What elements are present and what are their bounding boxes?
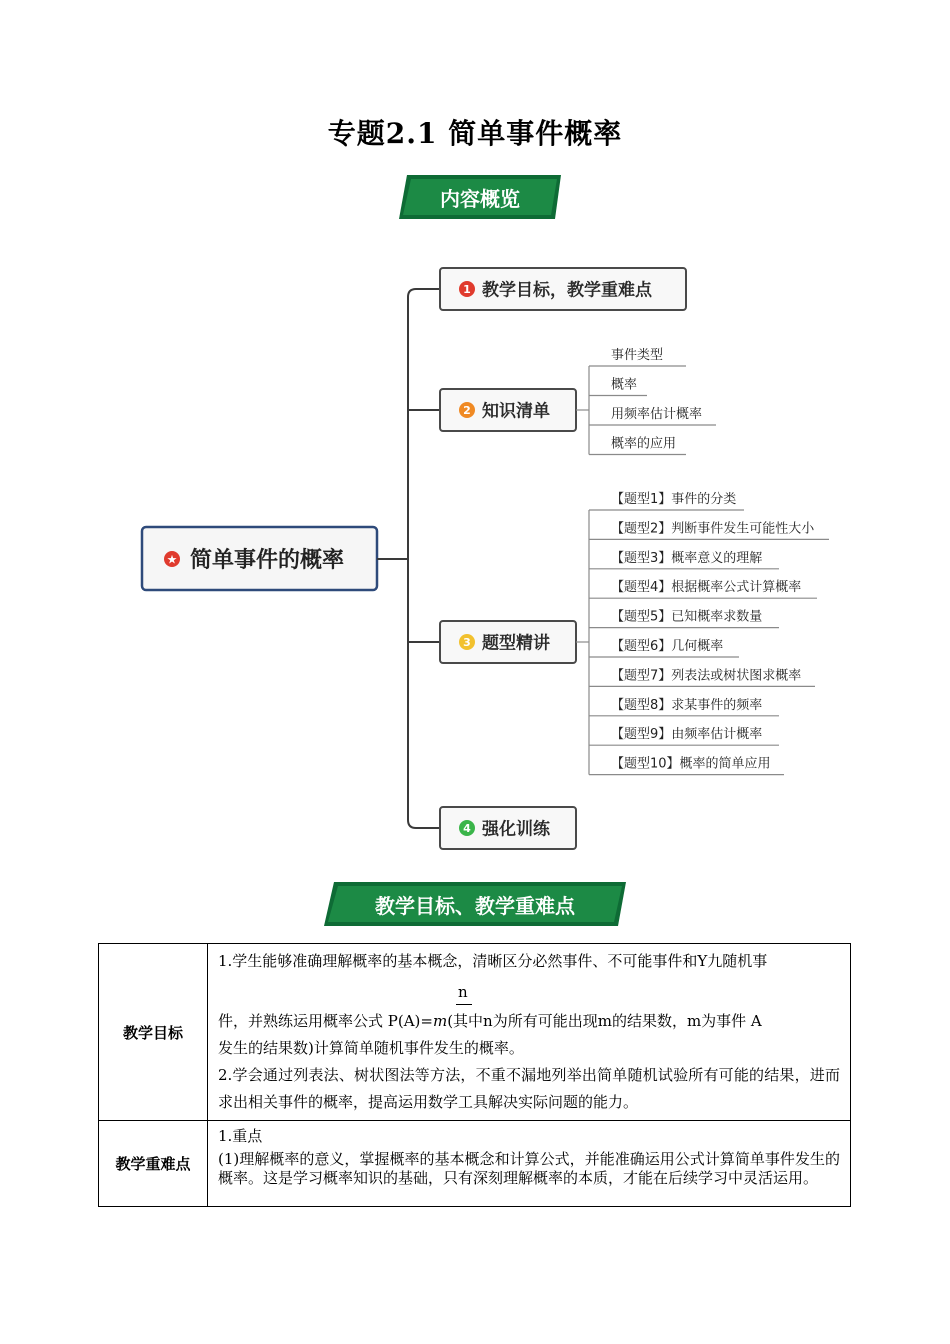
formula-denominator: m (432, 1012, 448, 1030)
child-label: 【题型3】概率意义的理解 (611, 550, 763, 566)
number-badge-digit: 2 (463, 404, 471, 417)
number-badge-digit: 3 (463, 636, 471, 649)
child-label: 【题型7】列表法或树状图求概率 (611, 668, 802, 684)
connector-trunk (408, 289, 440, 828)
child-label: 【题型2】判断事件发生可能性大小 (611, 521, 815, 537)
objectives-banner-label: 教学目标、教学重难点 (375, 893, 575, 918)
child-label: 事件类型 (611, 348, 664, 363)
key-point-heading: 1.重点 (218, 1127, 263, 1145)
objective-1-line-3: 发生的结果数)计算简单随机事件发生的概率。 (218, 1039, 524, 1057)
fraction-bar (456, 1004, 472, 1005)
objectives-table (98, 943, 851, 1207)
child-label: 【题型6】几何概率 (611, 639, 724, 654)
objective-1-line-1: 1.学生能够准确理解概率的基本概念，清晰区分必然事件、不可能事件和Y九随机事 (218, 952, 768, 970)
number-badge-digit: 1 (463, 283, 471, 296)
child-label: 用频率估计概率 (611, 407, 703, 422)
child-label: 【题型9】由频率估计概率 (611, 727, 763, 743)
key-points-content (208, 1121, 851, 1207)
branch-label: 强化训练 (482, 819, 550, 840)
formula-numerator-line (218, 975, 840, 1002)
overview-banner-label: 内容概览 (440, 186, 520, 211)
branch-label: 教学目标，教学重难点 (482, 280, 652, 301)
star-glyph: ★ (166, 552, 178, 567)
row-label-key-points: 教学重难点 (99, 1121, 208, 1207)
number-badge-digit: 4 (463, 822, 471, 835)
root-label: 简单事件的概率 (190, 548, 345, 573)
formula-prefix: 件，并熟练运用概率公式 P(A)= (218, 1012, 433, 1030)
child-label: 概率 (611, 377, 638, 393)
child-label: 概率的应用 (611, 436, 677, 452)
child-label: 【题型1】事件的分类 (611, 492, 737, 507)
child-label: 【题型4】根据概率公式计算概率 (611, 580, 802, 596)
formula-numerator: n (458, 983, 468, 1001)
key-point-1: (1)理解概率的意义，掌握概率的基本概念和计算公式，并能准确运用公式计算简单事件发生的概率。这是学习概率知识的基础，只有深刻理解概率的本质，才能在后续学习中灵活运用。 (218, 1150, 840, 1187)
objective-1-line-2 (218, 1008, 840, 1035)
page-title: 专题2.1 简单事件概率 (327, 117, 623, 150)
formula-suffix: (其中n为所有可能出现m的结果数，m为事件 A (447, 1012, 762, 1030)
table-row (99, 944, 851, 1121)
table-row (99, 1121, 851, 1207)
objectives-content (208, 944, 851, 1121)
objective-2: 2.学会通过列表法、树状图法等方法，不重不漏地列举出简单随机试验所有可能的结果，进而求出相关事件的概率，提高运用数学工具解决实际问题的能力。 (218, 1066, 840, 1111)
child-label: 【题型10】概率的简单应用 (611, 756, 771, 772)
child-label: 【题型8】求某事件的频率 (611, 697, 763, 713)
branch-label: 知识清单 (482, 401, 550, 422)
row-label-objectives: 教学目标 (99, 944, 208, 1121)
branch-label: 题型精讲 (482, 633, 550, 654)
objectives-banner (322, 880, 628, 928)
child-label: 【题型5】已知概率求数量 (611, 609, 763, 625)
